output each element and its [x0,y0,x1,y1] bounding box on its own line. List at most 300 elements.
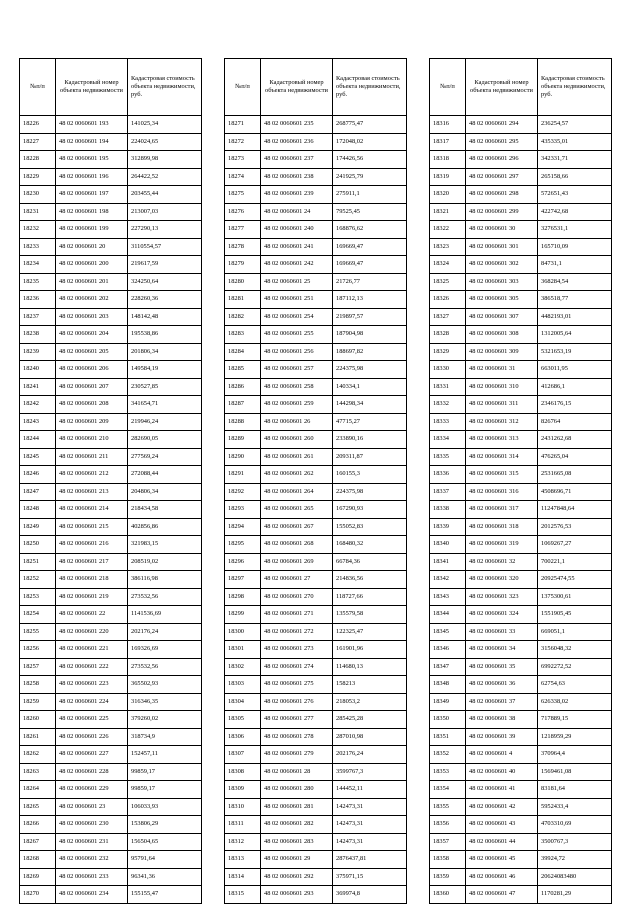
row-number: 18346 [430,641,466,659]
row-number: 18328 [430,326,466,344]
table-row [225,746,407,764]
cadastral-value: 160155,3 [333,466,407,484]
row-number: 18357 [430,833,466,851]
cadastral-value: 1312005,64 [538,326,612,344]
table-row [430,326,612,344]
cadastral-number: 48 02 0060601 47 [466,886,538,904]
row-number: 18305 [225,711,261,729]
table-row [430,833,612,851]
cadastral-value: 4482193,01 [538,308,612,326]
table-row [430,606,612,624]
cadastral-number: 48 02 0060601 31 [466,361,538,379]
row-number: 18297 [225,571,261,589]
row-number: 18301 [225,641,261,659]
row-number: 18322 [430,221,466,239]
table-row [430,693,612,711]
table-row [225,448,407,466]
cadastral-number: 48 02 0060601 317 [466,501,538,519]
cadastral-value: 312899,98 [128,151,202,169]
cadastral-value: 572651,43 [538,186,612,204]
table-row [20,816,202,834]
cadastral-value: 224375,98 [333,483,407,501]
table-row [430,658,612,676]
table-row [225,413,407,431]
cadastral-value: 241925,79 [333,168,407,186]
cadastral-number: 48 02 0060601 41 [466,781,538,799]
cadastral-value: 1069267,27 [538,536,612,554]
table-row [430,728,612,746]
cadastral-value: 287010,98 [333,728,407,746]
table-row [225,588,407,606]
cadastral-number: 48 02 0060601 257 [261,361,333,379]
cadastral-value: 218053,2 [333,693,407,711]
row-number: 18355 [430,798,466,816]
row-number: 18261 [20,728,56,746]
cadastral-number: 48 02 0060601 260 [261,431,333,449]
table-row [225,378,407,396]
table-row [430,291,612,309]
table-row [430,308,612,326]
table-row [430,273,612,291]
table-row [225,728,407,746]
table-row [430,868,612,886]
table-row [430,133,612,151]
cadastral-value: 1551905,45 [538,606,612,624]
header-cadastral-value: Кадастровая стоимость объекта недвижимости, руб. [538,59,612,116]
row-number: 18257 [20,658,56,676]
cadastral-value: 669051,1 [538,623,612,641]
cadastral-value: 273532,56 [128,658,202,676]
row-number: 18248 [20,501,56,519]
cadastral-value: 165710,09 [538,238,612,256]
table-row [20,308,202,326]
table-row [20,536,202,554]
table-row [20,588,202,606]
cadastral-number: 48 02 0060601 39 [466,728,538,746]
cadastral-value: 3110554,57 [128,238,202,256]
cadastral-number: 48 02 0060601 236 [261,133,333,151]
cadastral-number: 48 02 0060601 297 [466,168,538,186]
cadastral-number: 48 02 0060601 269 [261,553,333,571]
cadastral-number: 48 02 0060601 203 [56,308,128,326]
table-row [430,798,612,816]
cadastral-value: 2012576,53 [538,518,612,536]
cadastral-number: 48 02 0060601 239 [261,186,333,204]
row-number: 18342 [430,571,466,589]
table-row [225,623,407,641]
row-number: 18255 [20,623,56,641]
cadastral-number: 48 02 0060601 228 [56,763,128,781]
table-row [20,361,202,379]
row-number: 18249 [20,518,56,536]
row-number: 18299 [225,606,261,624]
row-number: 18274 [225,168,261,186]
cadastral-value: 3599767,3 [333,763,407,781]
cadastral-number: 48 02 0060601 295 [466,133,538,151]
row-number: 18352 [430,746,466,764]
cadastral-value: 11247848,64 [538,501,612,519]
cadastral-number: 48 02 0060601 296 [466,151,538,169]
row-number: 18246 [20,466,56,484]
cadastral-number: 48 02 0060601 282 [261,816,333,834]
table-row [20,133,202,151]
cadastral-value: 233890,16 [333,431,407,449]
cadastral-number: 48 02 0060601 274 [261,658,333,676]
table-row [20,833,202,851]
row-number: 18315 [225,886,261,904]
row-number: 18254 [20,606,56,624]
cadastral-number: 48 02 0060601 4 [466,746,538,764]
cadastral-number: 48 02 0060601 280 [261,781,333,799]
cadastral-value: 148142,48 [128,308,202,326]
cadastral-number: 48 02 0060601 35 [466,658,538,676]
cadastral-number: 48 02 0060601 262 [261,466,333,484]
cadastral-number: 48 02 0060601 230 [56,816,128,834]
row-number: 18332 [430,396,466,414]
row-number: 18335 [430,448,466,466]
row-number: 18330 [430,361,466,379]
cadastral-value: 79525,45 [333,203,407,221]
cadastral-number: 48 02 0060601 298 [466,186,538,204]
cadastral-number: 48 02 0060601 204 [56,326,128,344]
cadastral-number: 48 02 0060601 313 [466,431,538,449]
cadastral-value: 84731,1 [538,256,612,274]
row-number: 18289 [225,431,261,449]
cadastral-value: 321983,15 [128,536,202,554]
cadastral-number: 48 02 0060601 255 [261,326,333,344]
row-number: 18298 [225,588,261,606]
table-row [20,238,202,256]
row-number: 18312 [225,833,261,851]
cadastral-number: 48 02 0060601 305 [466,291,538,309]
cadastral-number: 48 02 0060601 32 [466,553,538,571]
cadastral-number: 48 02 0060601 209 [56,413,128,431]
row-number: 18259 [20,693,56,711]
row-number: 18253 [20,588,56,606]
row-number: 18278 [225,238,261,256]
cadastral-value: 230527,85 [128,378,202,396]
row-number: 18331 [430,378,466,396]
table-body [225,116,407,904]
table-header-row [430,59,612,116]
cadastral-value: 1170281,29 [538,886,612,904]
cadastral-value: 224375,98 [333,361,407,379]
cadastral-number: 48 02 0060601 198 [56,203,128,221]
table-row [20,763,202,781]
cadastral-number: 48 02 0060601 301 [466,238,538,256]
cadastral-number: 48 02 0060601 34 [466,641,538,659]
row-number: 18329 [430,343,466,361]
cadastral-number: 48 02 0060601 267 [261,518,333,536]
table-row [430,886,612,904]
table-row [430,553,612,571]
row-number: 18231 [20,203,56,221]
table-row [225,798,407,816]
table-row [430,501,612,519]
cadastral-value: 214836,56 [333,571,407,589]
cadastral-value: 174426,56 [333,151,407,169]
row-number: 18343 [430,588,466,606]
cadastral-number: 48 02 0060601 307 [466,308,538,326]
cadastral-number: 48 02 0060601 293 [261,886,333,904]
cadastral-number: 48 02 0060601 208 [56,396,128,414]
row-number: 18337 [430,483,466,501]
cadastral-number: 48 02 0060601 30 [466,221,538,239]
table-row [430,186,612,204]
cadastral-number: 48 02 0060601 233 [56,868,128,886]
table-row [225,763,407,781]
cadastral-number: 48 02 0060601 205 [56,343,128,361]
table-row [225,466,407,484]
table-row [20,151,202,169]
cadastral-value: 202176,24 [333,746,407,764]
cadastral-number: 48 02 0060601 294 [466,116,538,134]
cadastral-number: 48 02 0060601 226 [56,728,128,746]
table-row [225,553,407,571]
row-number: 18266 [20,816,56,834]
table-row [20,851,202,869]
table-row [20,256,202,274]
cadastral-value: 106033,93 [128,798,202,816]
table-row [20,798,202,816]
cadastral-value: 188697,82 [333,343,407,361]
cadastral-number: 48 02 0060601 29 [261,851,333,869]
row-number: 18226 [20,116,56,134]
cadastral-value: 20925474,55 [538,571,612,589]
table-header-row [20,59,202,116]
table-row [20,886,202,904]
cadastral-number: 48 02 0060601 237 [261,151,333,169]
table-row [430,483,612,501]
cadastral-value: 370964,4 [538,746,612,764]
table-row [430,448,612,466]
cadastral-number: 48 02 0060601 197 [56,186,128,204]
header-cadastral-number: Кадастровый номер объекта недвижимости [56,59,128,116]
cadastral-value: 224024,65 [128,133,202,151]
table-row [430,361,612,379]
table-row [20,518,202,536]
cadastral-value: 144298,34 [333,396,407,414]
row-number: 18233 [20,238,56,256]
cadastral-number: 48 02 0060601 311 [466,396,538,414]
cadastral-number: 48 02 0060601 40 [466,763,538,781]
table-row [225,238,407,256]
cadastral-value: 386518,77 [538,291,612,309]
cadastral-number: 48 02 0060601 36 [466,676,538,694]
row-number: 18275 [225,186,261,204]
table-row [430,378,612,396]
cadastral-number: 48 02 0060601 43 [466,816,538,834]
cadastral-value: 219897,57 [333,308,407,326]
cadastral-number: 48 02 0060601 195 [56,151,128,169]
cadastral-value: 2876437,81 [333,851,407,869]
table-row [225,186,407,204]
cadastral-number: 48 02 0060601 270 [261,588,333,606]
row-number: 18227 [20,133,56,151]
cadastral-number: 48 02 0060601 316 [466,483,538,501]
row-number: 18279 [225,256,261,274]
table-row [225,483,407,501]
cadastral-value: 218434,58 [128,501,202,519]
row-number: 18290 [225,448,261,466]
cadastral-value: 476265,04 [538,448,612,466]
cadastral-number: 48 02 0060601 213 [56,483,128,501]
cadastral-number: 48 02 0060601 215 [56,518,128,536]
cadastral-number: 48 02 0060601 273 [261,641,333,659]
table-row [430,571,612,589]
cadastral-value: 144452,11 [333,781,407,799]
cadastral-value: 161901,96 [333,641,407,659]
cadastral-number: 48 02 0060601 281 [261,798,333,816]
header-cadastral-value: Кадастровая стоимость объекта недвижимости, руб. [128,59,202,116]
cadastral-number: 48 02 0060601 217 [56,553,128,571]
table-row [225,658,407,676]
cadastral-value: 114680,13 [333,658,407,676]
cadastral-value: 187112,13 [333,291,407,309]
row-number: 18280 [225,273,261,291]
cadastral-value: 209311,87 [333,448,407,466]
cadastral-value: 39924,72 [538,851,612,869]
cadastral-value: 435335,01 [538,133,612,151]
cadastral-number: 48 02 0060601 22 [56,606,128,624]
cadastral-value: 275911,1 [333,186,407,204]
row-number: 18309 [225,781,261,799]
cadastral-value: 3156048,32 [538,641,612,659]
row-number: 18317 [430,133,466,151]
cadastral-value: 47715,27 [333,413,407,431]
row-number: 18262 [20,746,56,764]
row-number: 18267 [20,833,56,851]
row-number: 18308 [225,763,261,781]
row-number: 18232 [20,221,56,239]
cadastral-number: 48 02 0060601 27 [261,571,333,589]
cadastral-value: 1218959,29 [538,728,612,746]
row-number: 18296 [225,553,261,571]
cadastral-value: 20624083480 [538,868,612,886]
table-row [225,221,407,239]
cadastral-value: 4508696,71 [538,483,612,501]
cadastral-value: 368284,54 [538,273,612,291]
cadastral-value: 169669,47 [333,238,407,256]
row-number: 18347 [430,658,466,676]
cadastral-number: 48 02 0060601 275 [261,676,333,694]
row-number: 18260 [20,711,56,729]
cadastral-value: 826764 [538,413,612,431]
cadastral-value: 187904,98 [333,326,407,344]
table-row [430,396,612,414]
cadastral-value: 155155,47 [128,886,202,904]
header-number: №п/п [430,59,466,116]
table-row [20,273,202,291]
row-number: 18349 [430,693,466,711]
table-row [430,431,612,449]
cadastral-number: 48 02 0060601 261 [261,448,333,466]
cadastral-value: 282690,05 [128,431,202,449]
cadastral-value: 135579,58 [333,606,407,624]
cadastral-value: 96341,36 [128,868,202,886]
cadastral-value: 3276531,1 [538,221,612,239]
table-row [225,536,407,554]
cadastral-number: 48 02 0060601 299 [466,203,538,221]
cadastral-number: 48 02 0060601 193 [56,116,128,134]
table-body [430,116,612,904]
cadastral-value: 422742,68 [538,203,612,221]
table-row [20,571,202,589]
table-row [430,221,612,239]
cadastral-number: 48 02 0060601 42 [466,798,538,816]
cadastral-value: 5321653,19 [538,343,612,361]
row-number: 18256 [20,641,56,659]
cadastral-value: 2531665,08 [538,466,612,484]
cadastral-value: 402856,86 [128,518,202,536]
table-header-row [225,59,407,116]
cadastral-value: 626338,02 [538,693,612,711]
row-number: 18359 [430,868,466,886]
row-number: 18240 [20,361,56,379]
cadastral-number: 48 02 0060601 241 [261,238,333,256]
table-row [20,291,202,309]
row-number: 18285 [225,361,261,379]
cadastral-number: 48 02 0060601 271 [261,606,333,624]
cadastral-number: 48 02 0060601 45 [466,851,538,869]
cadastral-value: 202176,24 [128,623,202,641]
table-row [20,501,202,519]
cadastral-number: 48 02 0060601 225 [56,711,128,729]
cadastral-number: 48 02 0060601 223 [56,676,128,694]
row-number: 18282 [225,308,261,326]
cadastral-value: 21726,77 [333,273,407,291]
row-number: 18284 [225,343,261,361]
cadastral-number: 48 02 0060601 207 [56,378,128,396]
table-row [225,676,407,694]
row-number: 18306 [225,728,261,746]
cadastral-number: 48 02 0060601 251 [261,291,333,309]
row-number: 18247 [20,483,56,501]
row-number: 18250 [20,536,56,554]
row-number: 18292 [225,483,261,501]
table-row [225,518,407,536]
cadastral-number: 48 02 0060601 194 [56,133,128,151]
row-number: 18311 [225,816,261,834]
table-row [430,466,612,484]
row-number: 18326 [430,291,466,309]
table-row [20,711,202,729]
cadastral-number: 48 02 0060601 278 [261,728,333,746]
table-row [225,868,407,886]
cadastral-number: 48 02 0060601 28 [261,763,333,781]
table-row [430,518,612,536]
table-row [225,711,407,729]
header-cadastral-number: Кадастровый номер объекта недвижимости [466,59,538,116]
cadastral-number: 48 02 0060601 216 [56,536,128,554]
cadastral-number: 48 02 0060601 242 [261,256,333,274]
cadastral-number: 48 02 0060601 210 [56,431,128,449]
cadastral-number: 48 02 0060601 254 [261,308,333,326]
cadastral-number: 48 02 0060601 201 [56,273,128,291]
cadastral-value: 142473,31 [333,816,407,834]
row-number: 18270 [20,886,56,904]
row-number: 18336 [430,466,466,484]
cadastral-value: 66784,36 [333,553,407,571]
row-number: 18236 [20,291,56,309]
cadastral-value: 4703310,69 [538,816,612,834]
row-number: 18264 [20,781,56,799]
table-row [20,448,202,466]
row-number: 18295 [225,536,261,554]
cadastral-number: 48 02 0060601 44 [466,833,538,851]
row-number: 18228 [20,151,56,169]
cadastral-number: 48 02 0060601 231 [56,833,128,851]
